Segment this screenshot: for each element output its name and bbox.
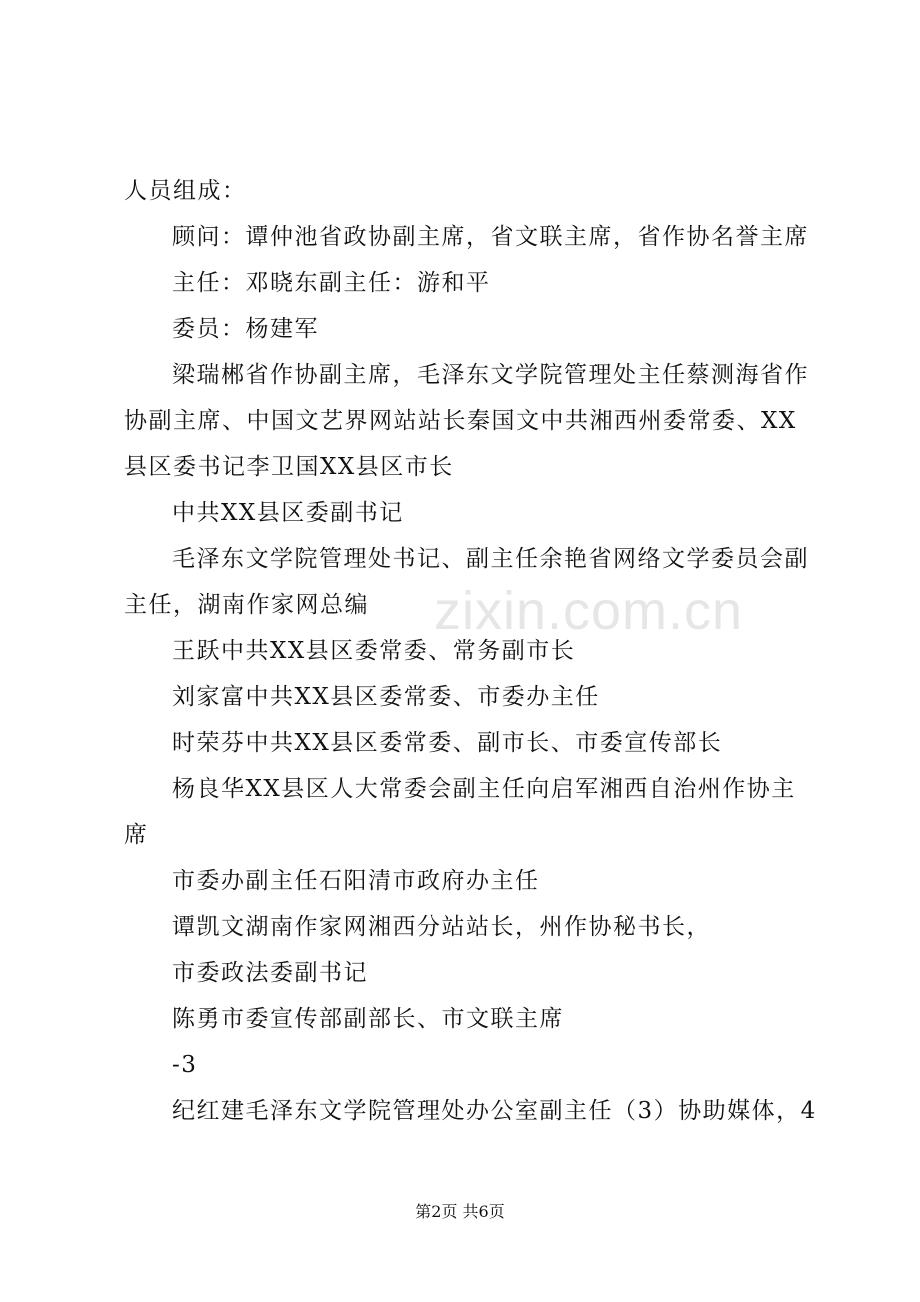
text-line: 陈勇市委宣传部副部长、市文联主席 — [172, 1006, 564, 1032]
text-line: 主任，湖南作家网总编 — [124, 592, 369, 618]
document-body — [124, 168, 817, 1134]
text-line: 县区委书记李卫国XX县区市长 — [124, 454, 454, 480]
text-line: 中共XX县区委副书记 — [172, 500, 404, 526]
text-line: -3 — [172, 1052, 198, 1078]
text-line: 市委办副主任石阳清市政府办主任 — [172, 868, 540, 894]
text-line: 王跃中共XX县区委常委、常务副市长 — [172, 638, 576, 664]
watermark: zixin.com.cn — [434, 581, 744, 641]
page-footer: 第2页 共6页 — [415, 1202, 505, 1221]
text-line: 毛泽东文学院管理处书记、副主任余艳省网络文学委员会副 — [172, 546, 809, 572]
text-line: 席 — [124, 822, 149, 848]
text-line: 协副主席、中国文艺界网站站长秦国文中共湘西州委常委、XX — [124, 408, 797, 434]
text-line: 顾问：谭仲池省政协副主席，省文联主席，省作协名誉主席 — [172, 224, 809, 250]
text-line: 委员：杨建军 — [172, 316, 319, 342]
text-line: 杨良华XX县区人大常委会副主任向启军湘西自治州作协主 — [172, 776, 796, 802]
text-line: 谭凯文湖南作家网湘西分站站长，州作协秘书长， — [172, 914, 711, 940]
text-line: 主任：邓晓东副主任：游和平 — [172, 270, 491, 296]
text-line: 纪红建毛泽东文学院管理处办公室副主任（3）协助媒体，4 — [172, 1098, 817, 1124]
text-line: 市委政法委副书记 — [172, 960, 368, 986]
text-line: 梁瑞郴省作协副主席，毛泽东文学院管理处主任蔡测海省作 — [172, 362, 809, 388]
text-line: 时荣芬中共XX县区委常委、副市长、市委宣传部长 — [172, 730, 723, 756]
text-line: 人员组成： — [124, 178, 247, 204]
text-line: 刘家富中共XX县区委常委、市委办主任 — [172, 684, 600, 710]
